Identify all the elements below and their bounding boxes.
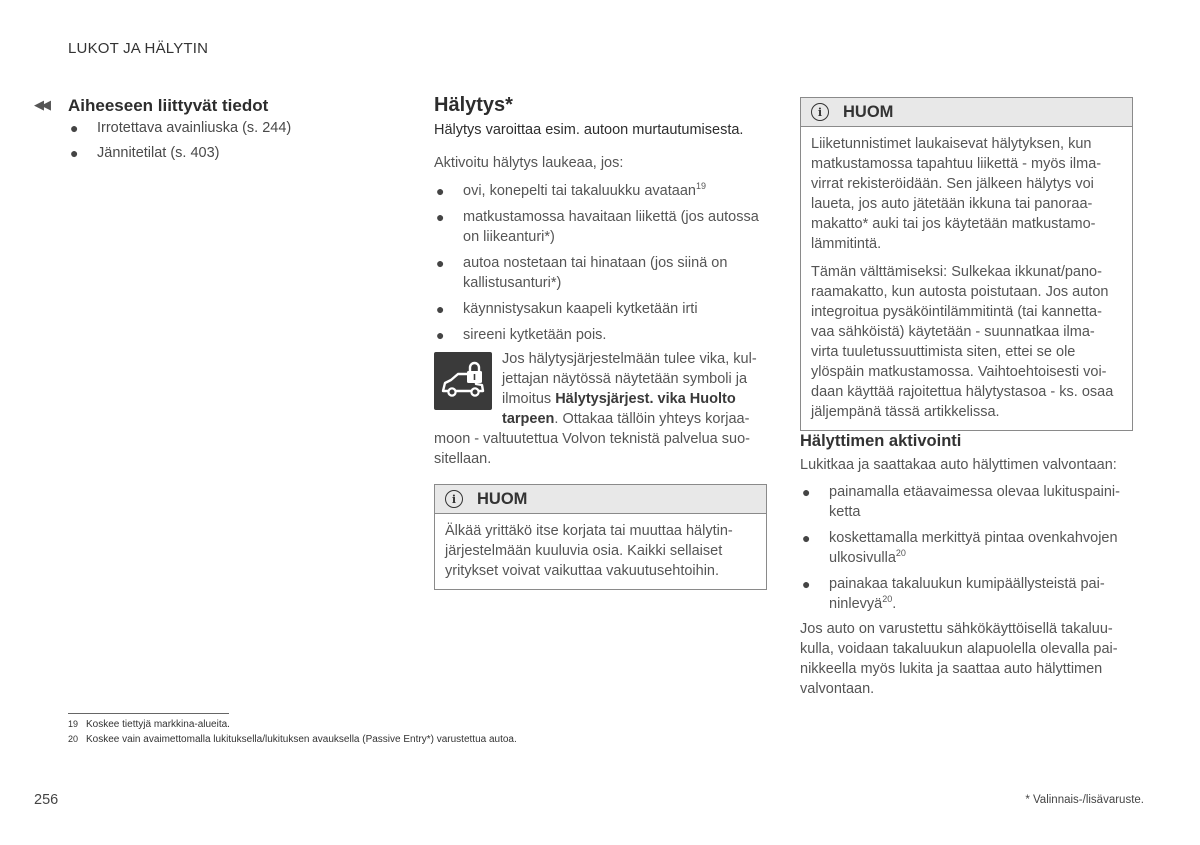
car-lock-warning-icon bbox=[434, 352, 492, 410]
info-icon: i bbox=[811, 103, 829, 121]
bullet-icon: ● bbox=[436, 183, 445, 199]
related-link[interactable]: ● Jännitetilat (s. 403) bbox=[70, 145, 220, 161]
note-title: HUOM bbox=[477, 489, 528, 508]
related-link[interactable]: ● Irrotettava avainliuska (s. 244) bbox=[70, 120, 292, 136]
list-item: ● painakaa takaluukun kumipäällysteistä pai-ninlevyä$^{20}$. bbox=[802, 576, 1105, 612]
note-body: Liiketunnistimet laukaisevat hälytyksen, kun matkustamossa tapahtuu liikettä - myös ilma-virrat rekisteröidään. Sen jälkeen hälytys voi laueta, jos auto jätetään ikkuna tai panoraa-makatto* auki tai jos käytetään matkustamo-lämmitintä. Tämän välttämiseksi: Sulkekaa ikkunat/pano-raamakatto, kun autosta poistutaan. Jos auton integroitua pysäköintilämmitintä (tai kannetta-vaa sähköistä) käytetään - suunnatkaa ilma-virta tuuletussuuttimista siten, ettei se ole ylöspäin matkustamossa. Vaihtoehtoisesti voi-daan käyttää rajoitettua hälytystasoa - ks. osaa jäljempänä tässä artikkelissa. bbox=[811, 136, 1114, 420]
bullet-icon: ● bbox=[802, 530, 811, 546]
trigger-list bbox=[434, 181, 766, 351]
list-item: ● matkustamossa havaitaan liikettä (jos autossa on liikeanturi*) bbox=[436, 209, 759, 245]
note-motion bbox=[800, 97, 1133, 431]
double-chevron-left-icon[interactable]: ◀◀ bbox=[34, 97, 48, 112]
fault-message-end: tarpeen bbox=[502, 411, 555, 427]
section-header: LUKOT JA HÄLYTIN bbox=[68, 40, 209, 57]
bullet-icon: ● bbox=[436, 301, 445, 317]
footnote-divider bbox=[68, 713, 229, 714]
bullet-icon: ● bbox=[802, 576, 811, 592]
footnote: 19 Koskee tiettyjä markkina-alueita. bbox=[68, 719, 230, 730]
note-body: Älkää yrittäkö itse korjata tai muuttaa hälytin-järjestelmään kuuluvia osia. Kaikki sellaiset yritykset voivat vaikuttaa vakuutusehtoihin. bbox=[445, 523, 733, 579]
bullet-icon: ● bbox=[436, 209, 445, 225]
note-header bbox=[435, 485, 766, 514]
activation-list bbox=[800, 482, 1132, 620]
activation-title: Hälyttimen aktivointi bbox=[800, 432, 962, 450]
info-icon: i bbox=[445, 490, 463, 508]
list-item: ● autoa nostetaan tai hinataan (jos siinä on kallistusanturi*) bbox=[436, 255, 728, 291]
list-item: ● ovi, konepelti tai takaluukku avataan$^{19}$ bbox=[436, 181, 706, 199]
bullet-icon: ● bbox=[802, 484, 811, 500]
related-info-title: Aiheeseen liittyvät tiedot bbox=[68, 96, 269, 115]
fault-text-wrapped: Jos hälytysjärjestelmään tulee vika, kul- jettajan näytössä näytetään symboli ja ilmoitus Hälytysjärjest. vika Huolto tarpeen. Ottakaa tällöin yhteys korjaa- bbox=[502, 351, 757, 427]
bullet-icon: ● bbox=[70, 145, 79, 161]
activation-outro: Jos auto on varustettu sähkökäyttöisellä takaluu-kulla, voidaan takaluukun alapuolella olevalla pai-nikkeella myös lukita ja saattaa auto hälyttimen valvontaan. bbox=[800, 621, 1118, 697]
bullet-icon: ● bbox=[436, 255, 445, 271]
article-lead: Hälytys varoittaa esim. autoon murtautumisesta. bbox=[434, 122, 744, 138]
related-info-list bbox=[68, 118, 388, 168]
page-number: 256 bbox=[34, 792, 59, 808]
note-header bbox=[801, 98, 1132, 127]
list-item: ● koskettamalla merkittyä pintaa ovenkahvojen ulkosivulla$^{20}$ bbox=[802, 530, 1118, 566]
list-item: ● käynnistysakun kaapeli kytketään irti bbox=[436, 301, 698, 317]
footnote: 20 Koskee vain avaimettomalla lukituksella/lukituksen avauksella (Passive Entry*) varustettua autoa. bbox=[68, 734, 517, 745]
article-title: Hälytys* bbox=[434, 94, 513, 116]
list-item: ● sireeni kytketään pois. bbox=[436, 327, 607, 343]
note-repair bbox=[434, 484, 767, 590]
fault-text-continued: moon - valtuutettua Volvon teknistä palvelua suo- sitellaan. bbox=[434, 431, 750, 467]
trigger-intro: Aktivoitu hälytys laukeaa, jos: bbox=[434, 155, 624, 171]
list-item: ● painamalla etäavaimessa olevaa lukituspaini-ketta bbox=[802, 484, 1120, 520]
fault-message: Hälytysjärjest. vika Huolto bbox=[555, 391, 736, 407]
bullet-icon: ● bbox=[436, 327, 445, 343]
optional-equipment-note: * Valinnais-/lisävaruste. bbox=[1025, 794, 1144, 806]
bullet-icon: ● bbox=[70, 120, 79, 136]
note-title: HUOM bbox=[843, 102, 894, 121]
activation-intro: Lukitkaa ja saattakaa auto hälyttimen valvontaan: bbox=[800, 457, 1117, 473]
